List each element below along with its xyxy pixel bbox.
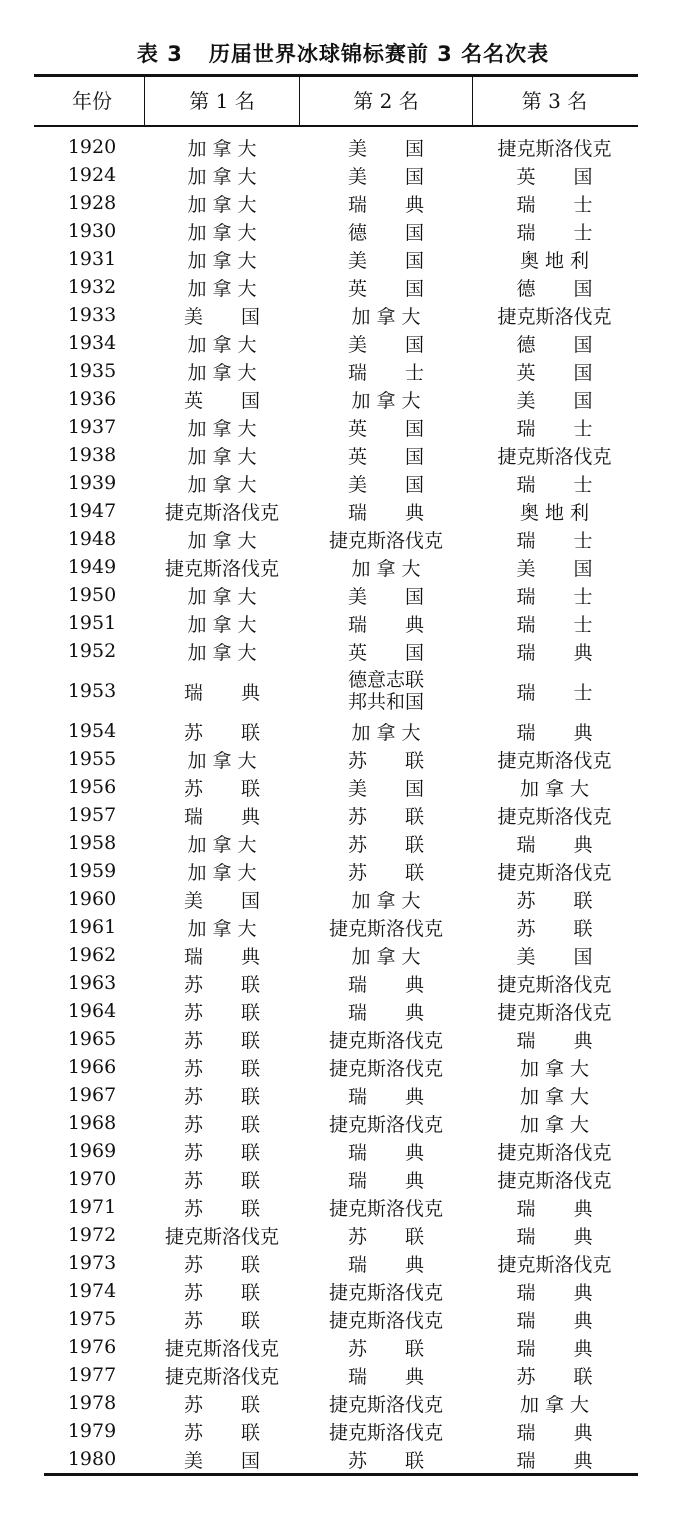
year-cell: 1964 [67,1000,117,1022]
third-place-cell: 加 拿 大 [519,1113,590,1136]
table-row [0,801,686,829]
year-cell: 1949 [67,556,117,578]
year-cell: 1948 [67,528,117,550]
year-cell: 1954 [67,720,117,742]
first-place-cell: 苏 联 [183,1393,260,1416]
first-place-cell: 加 拿 大 [187,277,257,300]
table-row [0,1081,686,1109]
third-place-cell: 苏 联 [516,1365,593,1388]
year-cell: 1935 [67,360,117,382]
table-row [0,1137,686,1165]
year-cell: 1934 [67,332,117,354]
third-place-cell: 瑞 典 [516,1225,593,1248]
first-place-cell: 瑞 典 [183,681,260,704]
table-row [0,1417,686,1445]
second-place-cell: 苏 联 [347,833,424,856]
first-place-cell: 美 国 [183,889,260,912]
first-place-cell: 加 拿 大 [187,613,257,636]
year-cell: 1956 [67,776,117,798]
table-row [0,1249,686,1277]
year-cell: 1977 [67,1364,117,1386]
second-place-cell: 捷克斯洛伐克 [328,1393,443,1416]
second-place-cell: 美 国 [347,249,424,272]
year-cell: 1939 [67,472,117,494]
third-place-cell: 瑞 典 [516,721,593,744]
first-place-cell: 加 拿 大 [187,249,257,272]
first-place-cell: 苏 联 [183,1085,260,1108]
table-row [0,609,686,637]
third-place-cell: 瑞 典 [516,1309,593,1332]
year-cell: 1920 [67,136,117,158]
year-cell: 1973 [67,1252,117,1274]
header-first: 第 1 名 [189,89,255,113]
first-place-cell: 加 拿 大 [187,361,257,384]
third-place-cell: 加 拿 大 [519,1085,590,1108]
first-place-cell: 加 拿 大 [187,165,257,188]
third-place-cell: 瑞 典 [516,1029,593,1052]
second-place-cell: 加 拿 大 [351,389,421,412]
year-cell: 1971 [67,1196,117,1218]
year-cell: 1932 [67,276,117,298]
third-place-cell: 瑞 典 [516,641,593,664]
table-row [0,829,686,857]
first-place-cell: 苏 联 [183,1421,260,1444]
third-place-cell: 奥 地 利 [519,501,590,524]
year-cell: 1966 [67,1056,117,1078]
second-place-cell: 英 国 [347,641,424,664]
first-place-cell: 捷克斯洛伐克 [164,1365,279,1388]
second-place-cell: 苏 联 [347,749,424,772]
first-place-cell: 加 拿 大 [187,861,257,884]
third-place-cell: 美 国 [516,557,593,580]
third-place-cell: 捷克斯洛伐克 [497,861,612,884]
second-place-cell: 苏 联 [347,805,424,828]
third-place-cell: 捷克斯洛伐克 [497,749,612,772]
first-place-cell: 苏 联 [183,1309,260,1332]
year-cell: 1950 [67,584,117,606]
third-place-cell: 加 拿 大 [519,1393,590,1416]
first-place-cell: 加 拿 大 [187,529,257,552]
table-row [0,133,686,161]
first-place-cell: 加 拿 大 [187,221,257,244]
table-row [0,1305,686,1333]
second-place-cell: 瑞 典 [347,613,424,636]
second-place-cell: 捷克斯洛伐克 [328,1309,443,1332]
second-place-cell: 美 国 [347,473,424,496]
second-place-cell: 美 国 [347,333,424,356]
header-third: 第 3 名 [521,89,588,113]
third-place-cell: 英 国 [516,165,593,188]
second-place-cell: 捷克斯洛伐克 [328,1421,443,1444]
year-cell: 1936 [67,388,117,410]
second-place-cell: 瑞 士 [347,361,424,384]
second-place-cell: 瑞 典 [347,193,424,216]
second-place-cell: 捷克斯洛伐克 [328,1281,443,1304]
second-place-cell: 瑞 典 [347,1001,424,1024]
table-row [0,997,686,1025]
second-place-cell: 捷克斯洛伐克 [328,1113,443,1136]
first-place-cell: 加 拿 大 [187,137,257,160]
second-place-cell: 加 拿 大 [351,305,421,328]
second-place-cell: 苏 联 [347,861,424,884]
table-row [0,1277,686,1305]
second-place-cell: 瑞 典 [347,1085,424,1108]
second-place-cell: 英 国 [347,277,424,300]
first-place-cell: 加 拿 大 [187,445,257,468]
table-row [0,273,686,301]
table-row [0,217,686,245]
table-row [0,245,686,273]
second-place-cell [300,665,472,717]
first-place-cell: 美 国 [183,1449,260,1472]
third-place-cell: 瑞 典 [516,833,593,856]
first-place-cell: 捷克斯洛伐克 [164,501,279,524]
year-cell: 1960 [67,888,117,910]
table-row [0,441,686,469]
first-place-cell: 捷克斯洛伐克 [164,1225,279,1248]
table-row [0,665,686,717]
table-number: 表 3 [136,42,183,66]
second-place-cell: 苏 联 [347,1337,424,1360]
third-place-cell: 瑞 典 [516,1421,593,1444]
table-row [0,1389,686,1417]
third-place-cell: 捷克斯洛伐克 [497,1253,612,1276]
first-place-cell: 苏 联 [183,1057,260,1080]
second-place-cell: 苏 联 [347,1449,424,1472]
first-place-cell: 捷克斯洛伐克 [164,1337,279,1360]
first-place-cell: 加 拿 大 [187,333,257,356]
third-place-cell: 瑞 典 [516,1281,593,1304]
table-row [0,857,686,885]
third-place-cell: 瑞 士 [516,585,593,608]
table-row [0,1445,686,1473]
second-place-cell: 美 国 [347,137,424,160]
first-place-cell: 苏 联 [183,1253,260,1276]
third-place-cell: 苏 联 [516,917,593,940]
header-year: 年份 [72,89,112,113]
table-row [0,1165,686,1193]
third-place-cell: 瑞 典 [516,1197,593,1220]
table-row [0,553,686,581]
third-place-cell: 瑞 士 [516,529,593,552]
year-cell: 1957 [67,804,117,826]
table-row [0,525,686,553]
first-place-cell: 加 拿 大 [187,833,257,856]
year-cell: 1937 [67,416,117,438]
table-row [0,357,686,385]
header-second: 第 2 名 [353,89,419,113]
table-row [0,189,686,217]
table-row [0,161,686,189]
table-row [0,1109,686,1137]
first-place-cell: 捷克斯洛伐克 [164,557,279,580]
third-place-cell: 瑞 士 [516,473,593,496]
first-place-cell: 瑞 典 [183,945,260,968]
year-cell: 1958 [67,832,117,854]
third-place-cell: 德 国 [516,333,593,356]
third-place-cell: 捷克斯洛伐克 [497,973,612,996]
third-place-cell: 捷克斯洛伐克 [497,305,612,328]
year-cell: 1955 [67,748,117,770]
year-cell: 1968 [67,1112,117,1134]
table-row [0,941,686,969]
third-place-cell: 美 国 [516,389,593,412]
first-place-cell: 苏 联 [183,1281,260,1304]
third-place-cell: 捷克斯洛伐克 [497,1001,612,1024]
year-cell: 1978 [67,1392,117,1414]
year-cell: 1975 [67,1308,117,1330]
second-place-cell: 瑞 典 [347,1365,424,1388]
second-place-cell: 美 国 [347,165,424,188]
table-row [0,637,686,665]
table-row [0,1193,686,1221]
first-place-cell: 苏 联 [183,1001,260,1024]
year-cell: 1972 [67,1224,117,1246]
year-cell: 1963 [67,972,117,994]
third-place-cell: 奥 地 利 [519,249,590,272]
second-place-cell: 美 国 [347,585,424,608]
bottom-rule [44,1473,638,1476]
table-row [0,745,686,773]
second-place-cell: 英 国 [347,417,424,440]
first-place-cell: 加 拿 大 [187,917,257,940]
second-place-cell: 加 拿 大 [351,889,421,912]
third-place-cell: 德 国 [516,277,593,300]
table-row [0,1221,686,1249]
table-row [0,773,686,801]
year-cell: 1933 [67,304,117,326]
first-place-cell: 加 拿 大 [187,585,257,608]
year-cell: 1980 [67,1448,117,1470]
year-cell: 1979 [67,1420,117,1442]
year-cell: 1962 [67,944,117,966]
year-cell: 1930 [67,220,117,242]
table-row [0,1361,686,1389]
table-row [0,581,686,609]
third-place-cell: 捷克斯洛伐克 [497,1141,612,1164]
first-place-cell: 苏 联 [183,973,260,996]
cell-line: 德意志联 [347,669,424,691]
table-row [0,413,686,441]
third-place-cell: 瑞 典 [516,1337,593,1360]
year-cell: 1928 [67,192,117,214]
second-place-cell: 瑞 典 [347,1253,424,1276]
first-place-cell: 苏 联 [183,1141,260,1164]
table-title: 历届世界冰球锦标赛前 3 名名次表 [208,42,550,66]
header-rule [34,125,638,127]
first-place-cell: 苏 联 [183,1169,260,1192]
third-place-cell: 美 国 [516,945,593,968]
year-cell: 1967 [67,1084,117,1106]
third-place-cell: 瑞 典 [516,1449,593,1472]
first-place-cell: 加 拿 大 [187,193,257,216]
table-caption [0,38,686,68]
first-place-cell: 苏 联 [183,1029,260,1052]
third-place-cell: 瑞 士 [516,221,593,244]
second-place-cell: 加 拿 大 [351,557,421,580]
second-place-cell: 加 拿 大 [351,721,421,744]
table-row [0,885,686,913]
third-place-cell: 捷克斯洛伐克 [497,137,612,160]
year-cell: 1924 [67,164,117,186]
table-row [0,969,686,997]
year-cell: 1938 [67,444,117,466]
third-place-cell: 苏 联 [516,889,593,912]
year-cell: 1965 [67,1028,117,1050]
year-cell: 1951 [67,612,117,634]
table-row [0,1053,686,1081]
table-row [0,301,686,329]
third-place-cell: 瑞 士 [516,417,593,440]
table-row [0,913,686,941]
table-row [0,385,686,413]
first-place-cell: 加 拿 大 [187,473,257,496]
table-row [0,329,686,357]
table-row [0,1025,686,1053]
cell-line: 邦共和国 [347,691,424,713]
third-place-cell: 捷克斯洛伐克 [497,805,612,828]
year-cell: 1959 [67,860,117,882]
year-cell: 1947 [67,500,117,522]
second-place-cell: 捷克斯洛伐克 [328,1029,443,1052]
second-place-cell: 美 国 [347,777,424,800]
first-place-cell: 美 国 [183,305,260,328]
second-place-cell: 苏 联 [347,1225,424,1248]
year-cell: 1976 [67,1336,117,1358]
third-place-cell: 瑞 士 [516,193,593,216]
third-place-cell: 瑞 士 [516,681,593,704]
first-place-cell: 苏 联 [183,1197,260,1220]
first-place-cell: 苏 联 [183,1113,260,1136]
third-place-cell: 瑞 士 [516,613,593,636]
table-row [0,469,686,497]
second-place-cell: 加 拿 大 [351,945,421,968]
second-place-cell: 瑞 典 [347,1141,424,1164]
first-place-cell: 苏 联 [183,721,260,744]
year-cell: 1953 [67,680,117,702]
second-place-cell: 德 国 [347,221,424,244]
year-cell: 1970 [67,1168,117,1190]
year-cell: 1974 [67,1280,117,1302]
first-place-cell: 加 拿 大 [187,749,257,772]
year-cell: 1931 [67,248,117,270]
third-place-cell: 加 拿 大 [519,1057,590,1080]
table-row [0,497,686,525]
second-place-cell: 瑞 典 [347,973,424,996]
third-place-cell: 加 拿 大 [519,777,590,800]
second-place-cell: 瑞 典 [347,1169,424,1192]
first-place-cell: 瑞 典 [183,805,260,828]
table-body [0,133,686,1473]
third-place-cell: 英 国 [516,361,593,384]
third-place-cell: 捷克斯洛伐克 [497,1169,612,1192]
second-place-cell: 捷克斯洛伐克 [328,1197,443,1220]
first-place-cell: 加 拿 大 [187,417,257,440]
second-place-cell: 瑞 典 [347,501,424,524]
year-cell: 1961 [67,916,117,938]
year-cell: 1952 [67,640,117,662]
first-place-cell: 苏 联 [183,777,260,800]
second-place-cell: 捷克斯洛伐克 [328,1057,443,1080]
second-place-cell: 英 国 [347,445,424,468]
second-place-cell: 捷克斯洛伐克 [328,917,443,940]
year-cell: 1969 [67,1140,117,1162]
table-row [0,1333,686,1361]
table-row [0,717,686,745]
first-place-cell: 加 拿 大 [187,641,257,664]
second-place-cell: 捷克斯洛伐克 [328,529,443,552]
first-place-cell: 英 国 [183,389,260,412]
third-place-cell: 捷克斯洛伐克 [497,445,612,468]
